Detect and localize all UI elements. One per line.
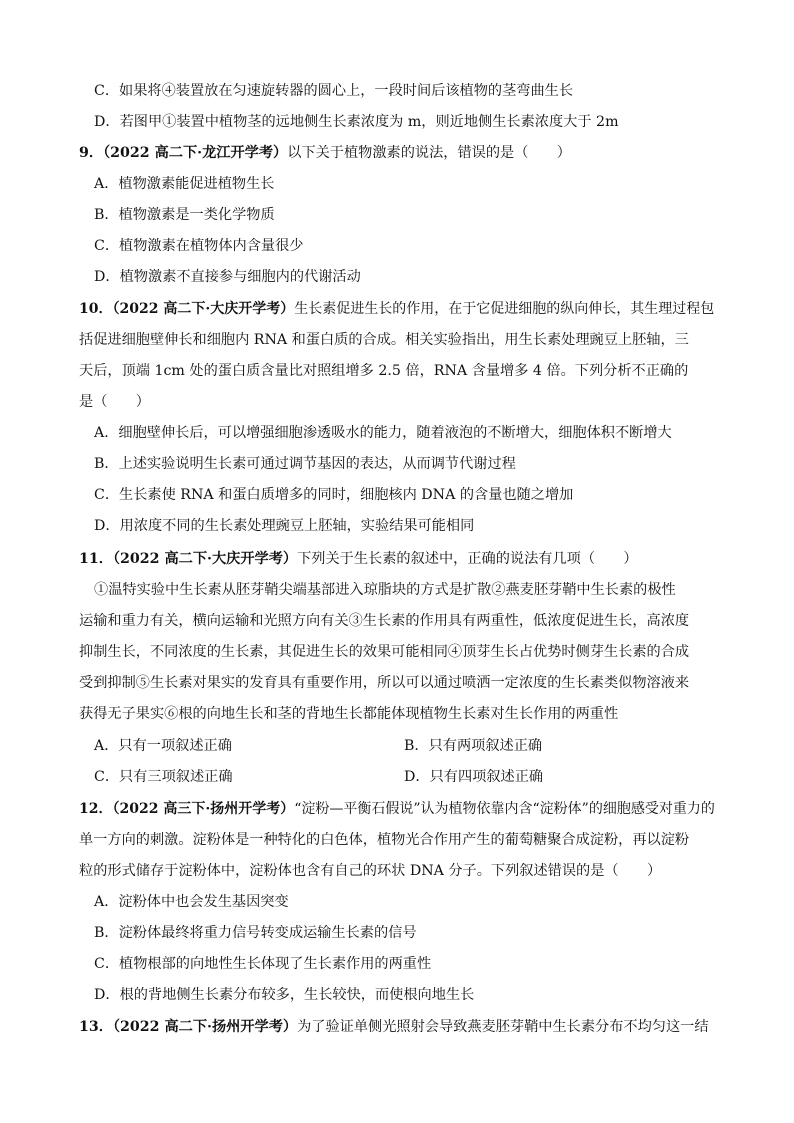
q10-stem-line-1: [79, 299, 714, 319]
q9-text: 以下关于植物激素的说法，错误的是（ ）: [287, 145, 571, 161]
q10-option-c: C．生长素使 RNA 和蛋白质增多的同时，细胞核内 DNA 的含量也随之增加: [94, 487, 574, 503]
q11-option-d: D．只有四项叙述正确: [404, 769, 544, 785]
q9-number: 9．: [79, 145, 104, 161]
q11-option-c: C．只有三项叙述正确: [94, 769, 233, 785]
q10-option-d: D．用浓度不同的生长素处理豌豆上胚轴，实验结果可能相同: [94, 518, 475, 534]
q10-text: 生长素促进生长的作用，在于它促进细胞的纵向伸长，其生理过程包: [294, 301, 715, 317]
q10-option-a: A．细胞壁伸长后，可以增强细胞渗透吸水的能力，随着液泡的不断增大，细胞体积不断增大: [94, 425, 672, 441]
q9-option-a: A．植物激素能促进植物生长: [94, 176, 275, 192]
q10-number: 10．: [79, 301, 113, 317]
q11-statement-line-4: 受到抑制⑤生长素对果实的发育具有重要作用，所以可以通过喷洒一定浓度的生长素类似物溶液来: [79, 675, 690, 691]
q11-statement-line-1: ①温特实验中生长素从胚芽鞘尖端基部进入琼脂块的方式是扩散②燕麦胚芽鞘中生长素的极性: [94, 582, 676, 598]
q9-option-b: B．植物激素是一类化学物质: [94, 207, 275, 223]
q10-stem-line-4: 是（ ）: [79, 394, 150, 410]
q11-number: 11．: [79, 551, 113, 567]
q11-statement-line-3: 抑制生长，不同浓度的生长素，其促进生长的效果可能相同④顶芽生长占优势时侧芽生长素的合成: [79, 644, 690, 660]
q10-stem-line-2: 括促进细胞壁伸长和细胞内 RNA 和蛋白质的合成。相关实验指出，用生长素处理豌豆上胚轴，三: [79, 332, 689, 348]
q12-source: （2022 高三下·扬州开学考）: [112, 801, 295, 817]
q12-stem-line-2: 单一方向的刺激。淀粉体是一种特化的白色体，植物光合作用产生的葡萄糖聚合成淀粉，再以淀粉: [79, 832, 690, 848]
q11-statement-line-2: 运输和重力有关，横向运输和光照方向有关③生长素的作用具有两重性，低浓度促进生长，高浓度: [79, 613, 690, 629]
q12-option-a: A．淀粉体中也会发生基因突变: [94, 894, 289, 910]
q10-stem-line-3: 天后，顶端 1cm 处的蛋白质含量比对照组增多 2.5 倍，RNA 含量增多 4 倍。下列分析不正确的: [79, 363, 689, 379]
q11-option-a: A．只有一项叙述正确: [94, 738, 232, 754]
q9-source: （2022 高二下·龙江开学考）: [103, 145, 288, 161]
q13-number: 13．: [79, 1019, 113, 1035]
q8-option-c: C．如果将④装置放在匀速旋转器的圆心上，一段时间后该植物的茎弯曲生长: [94, 83, 574, 99]
q10-source: （2022 高二下·大庆开学考）: [112, 301, 295, 317]
q13-stem: [79, 1017, 709, 1037]
q13-source: （2022 高二下·扬州开学考）: [112, 1019, 298, 1035]
q8-option-d: D．若图甲①装置中植物茎的远地侧生长素浓度为 m，则近地侧生长素浓度大于 2m: [94, 114, 619, 130]
q9-option-c: C．植物激素在植物体内含量很少: [94, 238, 304, 254]
q11-option-b: B．只有两项叙述正确: [404, 738, 543, 754]
q9-stem: [79, 143, 571, 163]
q12-option-c: C．植物根部的向地性生长体现了生长素作用的两重性: [94, 956, 432, 972]
q13-text: 为了验证单侧光照射会导致燕麦胚芽鞘中生长素分布不均匀这一结: [297, 1019, 709, 1035]
q12-option-b: B．淀粉体最终将重力信号转变成运输生长素的信号: [94, 925, 417, 941]
q11-source: （2022 高二下·大庆开学考）: [112, 551, 298, 567]
q11-text: 下列关于生长素的叙述中，正确的说法有几项（ ）: [297, 551, 638, 567]
q12-stem-line-1: [79, 799, 715, 819]
q12-number: 12．: [79, 801, 113, 817]
q12-stem-line-3: 粒的形式储存于淀粉体中，淀粉体也含有自己的环状 DNA 分子。下列叙述错误的是（ ）: [79, 863, 662, 879]
q9-option-d: D．植物激素不直接参与细胞内的代谢活动: [94, 269, 361, 285]
q12-option-d: D．根的背地侧生长素分布较多，生长较快，而使根向地生长: [94, 987, 475, 1003]
q11-stem: [79, 549, 638, 569]
q11-statement-line-5: 获得无子果实⑥根的向地生长和茎的背地生长都能体现植物生长素对生长作用的两重性: [79, 706, 619, 722]
q10-option-b: B．上述实验说明生长素可通过调节基因的表达，从而调节代谢过程: [94, 456, 516, 472]
q12-text: “淀粉—平衡石假说”认为植物依靠内含“淀粉体”的细胞感受对重力的: [294, 801, 715, 817]
